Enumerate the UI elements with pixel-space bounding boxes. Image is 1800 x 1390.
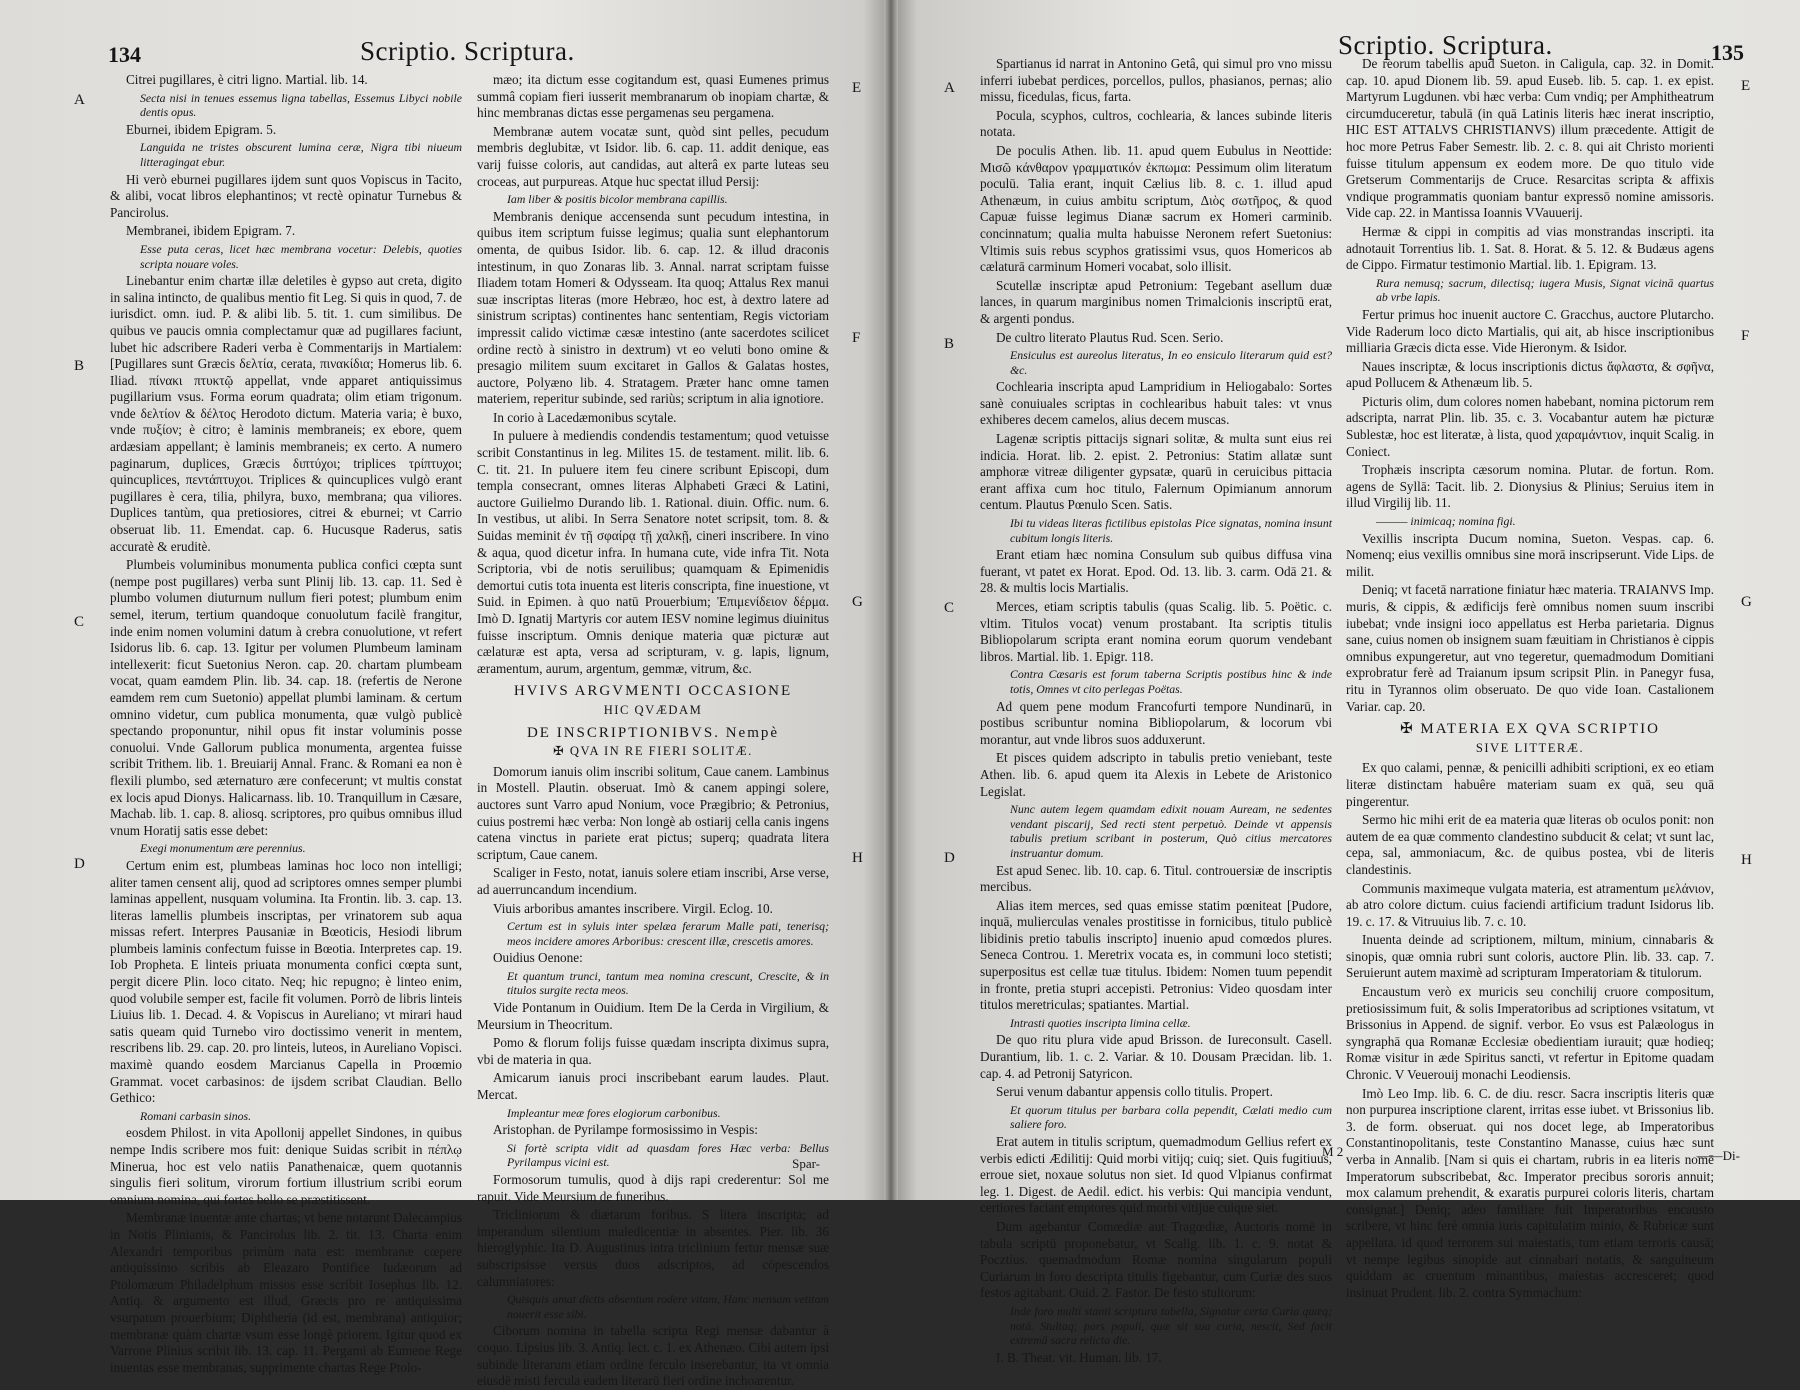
margin-letter-f: F: [852, 330, 861, 346]
verse-quotation: Exegi monumentum ære perennius.: [140, 841, 306, 856]
body-paragraph: Domorum ianuis olim inscribi solitum, Caue canem. Lambinus in Mostell. Plautin. obseruat. Imò & canem appingi solere, auctores sunt Varro apud Nonium, voce Prægibrio; & Petronius, cuius postremi hæc verba: Non longè ab ostiarij cella canis ingens catena vinctus in pariete erat pictus; superq; quadrata litera scriptum, Caue canem.: [477, 763, 829, 862]
right-page: [890, 0, 1800, 1365]
body-paragraph: Inuenta deinde ad scriptionem, miltum, minium, cinnabaris & sinopis, quæ omnia rubri sunt coloris, auctore Plin. lib. 33. cap. 7. Seruierunt autem maximè ad scripturam Imperatoriam & titulorum.: [1346, 932, 1714, 981]
verse-quotation: Ensiculus est aureolus literatus, In eo ensiculo literarum quid est? &c.: [1010, 348, 1332, 377]
body-paragraph: Serui venum dabantur appensis collo titulis. Propert.: [996, 1084, 1273, 1100]
section-subheading: ✠ QVA IN RE FIERI SOLITÆ.: [553, 744, 753, 759]
right-catchword: ——Di-: [1696, 1148, 1740, 1163]
body-paragraph: Merces, etiam scriptis tabulis (quas Scalig. lib. 5. Poëtic. c. vltim. Titulos vocat) venum prostabant. Ita scriptis titulis Bibliopolarum scripta erant nomina eorum quorum vendebant libros. Martial. lib. 1. Epigr. 118.: [980, 599, 1332, 664]
margin-letter-b: B: [74, 358, 85, 374]
body-paragraph: Membranæ autem vocatæ sunt, quòd sint pelles, pecudum membris deglubitæ, vt Isidor. lib. 6. cap. 11. addit denique, eas varij fuisse coloris, aut candidas, aut alterâ ex parte luteas seu croceas, aut purpureas. Atque huc spectat illud Persij:: [477, 123, 829, 189]
margin-letter-h: H: [852, 850, 863, 866]
verse-quotation: ——— inimicaq; nomina figi.: [1376, 514, 1516, 529]
body-paragraph: Communis maximeque vulgata materia, est atramentum μελάνιον, ab atro colore dictum. cuius faciendi artificium tradunt Isidorus lib. 19. c. 17. & Vitruuius lib. 7. c. 10.: [1346, 880, 1714, 929]
verse-quotation: Esse puta ceras, licet hæc membrana vocetur: Delebis, quoties scripta nouare voles.: [140, 241, 462, 271]
body-paragraph: Viuis arboribus amantes inscribere. Virgil. Eclog. 10.: [493, 900, 773, 916]
right-running-header: Scriptio. Scriptura.: [1338, 30, 1553, 60]
body-paragraph: Ciborum nomina in tabella scripta Regi mensæ dabantur à coquo. Lipsius lib. 3. Antiq. lect. c. 1. ex Athenæo. Cibi autem ipsi subinde literarum etiam ordine ferculo inserebantur, ita vt omnia eiusdē misti fercula eadem literarū fieri ordine inchoarentur.: [477, 1323, 829, 1389]
body-paragraph: Hermæ & cippi in compitis ad vias monstrandas inscripti. ita adnotauit Torrentius lib. 1. Sat. 8. Horat. & 5. 12. & Budæus agens de Cippo. Firmatur testimonio Martial. lib. 1. Epigram. 13.: [1346, 223, 1714, 273]
body-paragraph: I. B. Theat. vit. Human. lib. 17.: [996, 1349, 1162, 1365]
body-paragraph: Ex quo calami, pennæ, & penicilli adhibiti scriptioni, ex eo etiam literæ distinctam habuêre materiam suam ex quā, seu quā pingerentur.: [1346, 760, 1714, 809]
book-gutter: [884, 0, 898, 1200]
body-paragraph: Lagenæ scriptis pittacijs signari solitæ, & multa sunt eius rei indicia. Horat. lib. 2. epist. 2. Petronius: Statim allatæ sunt amphoræ vitreæ diligenter gypsatæ, quarū in ceruicibus pittacia erant affixa cum hoc titulo, Falernum Opimianum annorum centum. Plautus Pœnulo Scen. Satis.: [980, 431, 1332, 513]
body-paragraph: Encaustum verò ex muricis seu conchilij cruore compositum, pretiosissimum fuit, & solis Imperatoribus ad scriptiones vsitatum, vt Brissonius in Append. de signif. verbor. Eo vsus est Palæologus in syngraphā qua Romanæ Ecclesiæ obedientiam iurauit; quæ hodieq; Romæ visitur in æde Spiritus sancti, vt refertur in Epitome quadam Chronic. V Veuerouij monachi Leodiensis.: [1346, 984, 1714, 1083]
body-paragraph: Cochlearia inscripta apud Lampridium in Heliogabalo: Sortes sanè conuiuales scriptas in cochlearibus habuit tales: vt vnus exhiberes decem camelos, alius decem muscas.: [980, 379, 1332, 428]
body-paragraph: De poculis Athen. lib. 11. apud quem Eubulus in Neottide: Μισῶ κάνθαρον γραμματικόν ἐκπωμα: Pessimum olim literatum poculū. Talia erant, inquit Cælius lib. 8. c. 1. illud apud Athenæum, in cuius ambitu scriptum, Διὸς σωτῆρος, & quod Capuæ fuisse legimus Dianæ sacrum ex Homeri carminib. concinnatum; qualia multa habuisse Neronem refert Suetonius: Vltimis suis rebus scyphos gratissimi vsus, quos Homericos ab cælaturā carminum Homeri vocabat, solo illisit.: [980, 142, 1332, 275]
left-column-2: [477, 72, 829, 1389]
body-paragraph: Imò Leo Imp. lib. 6. C. de diu. rescr. Sacra inscriptis literis quæ non purpurea inscriptione clarent, irritas esse iubet. vt Brissonius lib. 3. de form. obseruat. qui nos docet lege, ab Imperatoribus Constantinopolitanis, teste Constantino Manasse, cuius hæc sunt verba in Annalib. [Nam si quis ei chartam, rubris in ea literis nomē Imperatorum subscribebat, &c. Imperator precibus sororis annuit; mox calamum prehendit, & exaratis purpurei coloris literis, chartam consignat.] Deniq; adeo familiare fuit Imperatoribus encausto scribere, vt hinc ferè omnia iuris capitulatim minio, & Rubricæ sunt appellata. id quod terrorem sui maiestatis, tum etiam terroris causā; vt nempe legibus sinopide aut cinnabari notatis, & sanguineum quiddam ac cruentum minantibus, maiestas accresceret; quod insinuat Prudent. lib. 2. contra Symmachum:: [1346, 1085, 1714, 1300]
verse-quotation: Iam liber & positis bicolor membrana capillis.: [507, 192, 728, 207]
body-paragraph: Trophæis inscripta cæsorum nomina. Plutar. de fortun. Rom. agens de Syllā: Tacit. lib. 2. Dionysius & Plinius; Seruius item in illud Virgilij lib. 11.: [1346, 462, 1714, 511]
body-paragraph: In corio à Lacedæmonibus scytale.: [493, 409, 677, 425]
verse-quotation: Certum est in syluis inter spelæa ferarum Malle pati, tenerisq; meos incidere amores Arboribus: crescent illæ, crescetis amores.: [507, 919, 829, 948]
verse-quotation: Intrasti quoties inscripta limina cellæ.: [1010, 1015, 1191, 1030]
margin-letter-h: H: [1741, 852, 1752, 868]
body-paragraph: Membranæ inuentæ ante chartas; vt bene notarunt Dalecampius in Notis Plinianis, & Pancirolus lib. 2. tit. 13. Charta enim Alexandri temporibus primùm nata est: membranæ cœpere antiquissimo scribis ab Eleazaro Pontifice Iudæorum ad Ptolomæum Philadelphum missos esse scribit Iosephus lib. 12. Antiq. & argumento est illud, Græcis pro re antiquissima vsurpatum prouerbium; Diphtheria (id est, membrana) antiquior; membranæ quàm chartæ vsum esse longè priorem. Igitur quod ex Varrone Plinius scribit lib. 13. cap. 11. Pergami ab Eumene Rege inuentas esse membranas, supprimente chartas Rege Ptolo-: [110, 1210, 462, 1375]
verse-quotation: Nunc autem legem quamdam edixit nouam Auream, ne sedentes vendant piscarij, Sed recti stent perpetuò. Deinde vt appensis tabulis pretium scribant in posterum, Quò citius mercatores instruantur domum.: [1010, 802, 1332, 860]
body-paragraph: Plumbeis voluminibus monumenta publica confici cœpta sunt (nempe post pugillares) verba sunt Plinij lib. 13. cap. 11. Sed è plumbo volumen diuturnum nullum fieri potest; plumbum enim semel, iterum, tertium quandoque conuolutum facilè frangitur, inde enim nomen volumini datum à crebra conuolutione, vt refert Isidorus lib. 6. cap. 13. Igitur per volumen Plumbeum laminam intellexerit: ficut Suetonius Neron. cap. 20. chartam plumbeam vocat, quam eamdem Plin. lib. 34. cap. 18. (refertis de Nerone eamdem rem cum Suetonio) appellat plumbi laminam. & certum omnino videtur, cum publica monumenta, quæ vulgò publicè spectando proponuntur, nihil opus fit instar voluminis posse conuolui. Vnde Gallorum publica monumenta, argentea fuisse scribit Trithem. lib. 1. Breuiarij Annal. Franc. & Romani ea non è flexili plumbo, sed æternaturo ære confecerunt; vt multis constat ex locis apud Dionys. Halicarnass. lib. 10. Tranquillum in Cæsare, Machab. lib. 1. cap. 8. aliosq. scriptores, pro quibus omnibus illud vnum Horatij satis esse debet:: [110, 557, 462, 838]
body-paragraph: In puluere à mediendis condendis testamentum; quod vetuisse scribit Constantinus in leg. Milites 15. de testament. milit. lib. 6. C. tit. 21. In puluere item feu cinere scribunt Episcopi, dum templa consecrant, omnes literas Alphabeti Græci & Latini, auctore Guilielmo Durando lib. 1. Rational. diuin. Offic. num. 6. In vestibus, ut alibi. In Serra Senatore notet scripsit, tom. 8. & Suidas meminit ἐν τῇ σφαίρᾳ τῇ χαλκῇ, cineri inscribere. In vino & aqua, quod dicetur infra. In humana cute, vide infra Tit. Nota Scriptoria, vbi de notis seruilibus; quamquam & Epimenidis demortui cutis tota inuenta est literis conscripta, fine inuestione, vt Suid. in Epimen. à quo natū Prouerbium; Ἐπιμενίδειον δέρμα. Imò D. Ignatij Martyris cor autem IESV nomine legimus diuinitus fuisse inscriptum. Omnis denique materia quæ picturæ aut cælaturæ est apta, versa ad scripturam, v. g. lapis, lignum, æramentum, aurum, argentum, gemmæ, vitrum, &c.: [477, 428, 829, 676]
body-paragraph: Membranis denique accensenda sunt pecudum intestina, in quibus item scriptum fuisse legimus; qualia sunt elephantorum omenta, de quibus Isidor. lib. 6. cap. 12. & illud draconis intestinum, in quo Zonaras lib. 3. Annal. narrat scriptam fuisse Iliadem totam Homeri & Odysseam. Ita quoq; Attalus Rex manui suæ inscriptas literas (more Hebræo, hoc est, à dextro latere ad sinistrum scriptas) continentes hanc sententiam, Regis victoriam impressit calido victimæ cæsæ intestino (ante sacerdotes scilicet ordine rectò à sinistro in dextrum) vt eo veluti bono omine & presagio militem suum excitaret in Gallos & Galatas hostes, auctore, Polyæno lib. 4. Stratagem. Præter hanc omne tamen materiem, reperitur subinde, sed rariùs; scriptum in alia ignotiore.: [477, 208, 829, 407]
body-paragraph: Erant etiam hæc nomina Consulum sub quibus diffusa vina fuerant, vt patet ex Horat. Epod. Od. 13. lib. 3. carm. Odā 21. & 28. & multis locis Martialis.: [980, 547, 1332, 596]
body-paragraph: Et pisces quidem adscripto in tabulis pretio veniebant, teste Athen. lib. 6. apud quem ita Alexis in Lebete de Aristonico Legislat.: [980, 750, 1332, 799]
right-column-2: [1346, 56, 1714, 1300]
verse-quotation: Si fortè scripta vidit ad quasdam fores Hæc verba: Bellus Pyrilampus vicini est.: [507, 1140, 829, 1170]
body-paragraph: De reorum tabellis apud Sueton. in Caligula, cap. 32. in Domit. cap. 10. apud Dionem lib. 59. apud Euseb. lib. 5. cap. 1. ex epist. Martyrum Lugdunen. vbi hæc verba: Cum vndiq; per Amphitheatrum circumduceretur, tabulā (in quā Latinis literis hæc inerat inscriptio, HIC EST ATTALVS CHRISTIANVS) illum præcedente. Attigit de hoc more Petrus Faber Semestr. lib. 2. c. 8. qui ait Christo morienti fuisse titulum appensum ex eodem more. De quo titulo vide Gretserum Commentarijs de Cruce. Resarcitas scripta & affixis vndique programmatis quoniam bantur expressō nomine amissoris. Vide cap. 22. in Mantissa Ioannis VVauuerij.: [1346, 56, 1714, 221]
body-paragraph: mæo; ita dictum esse cogitandum est, quasi Eumenes primus summâ copiam fieri iusserit membranarum ob inopiam chartæ, & hinc membranas dictas esse pergamenas seu pergamena.: [477, 72, 829, 121]
margin-letter-d: D: [74, 856, 85, 872]
body-paragraph: Naues inscriptæ, & locus inscriptionis dictus ἄφλαστα, & σφῆνα, apud Pollucem & Athenæum lib. 5.: [1346, 358, 1714, 391]
body-paragraph: Pomo & florum folijs fuisse quædam inscripta diximus supra, vbi de materia in qua.: [477, 1035, 829, 1067]
body-paragraph: Alias item merces, sed quas emisse statim pœniteat [Pudore, inquā, mulierculas venales prostitisse in fornicibus, titulo publicè libidinis pretio tabulis inscripto] inuenio apud comœdos plures. Seneca Controu. 1. Meretrix vocata es, in communi loco stetisti; superpositus est cellæ tuæ titulus. Ibidem: Nomen tuum pependit in fronte, pretia stupri accepisti. Petronius: Video quosdam inter titulos meretriculas; spatiantes. Martial.: [980, 897, 1332, 1013]
body-paragraph: Scaliger in Festo, notat, ianuis solere etiam inscribi, Arse verse, ad auerruncandum incendium.: [477, 865, 829, 897]
body-paragraph: Membranei, ibidem Epigram. 7.: [126, 223, 296, 239]
body-paragraph: Sermo hic mihi erit de ea materia quæ literas ob oculos ponit: non autem de ea quæ commento clandestino subducit & celat; vt sunt lac, cepa, sal, ammoniacum, &c. de quibus postea, vbi de literis clandestinis.: [1346, 812, 1714, 877]
right-column-1: [980, 56, 1332, 1365]
verse-quotation: Impleantur meæ fores elogiorum carbonibus.: [507, 1105, 721, 1120]
body-paragraph: De cultro literato Plautus Rud. Scen. Serio.: [996, 329, 1224, 345]
margin-letter-a: A: [74, 92, 85, 108]
body-paragraph: Tricliniorum & diætarum foribus. S litera inscripta; ad imperandum silentium maledicentiæ in absentes. Pier. lib. 36 hieroglyphic. Ita D. Augustinus intra triclinium fertur mensæ suæ subscripsisse versus duos adscriptos, ad cōpescendos calumniatores:: [477, 1207, 829, 1289]
body-paragraph: Eburnei, ibidem Epigram. 5.: [126, 121, 277, 137]
body-paragraph: Spartianus id narrat in Antonino Getâ, qui simul pro vno missu inferri iubebat perdices, porcellos, pullos, phasianos, pernas; alio missu, ficedulas, ficus, farta.: [980, 56, 1332, 105]
verse-quotation: Et quantum trunci, tantum mea nomina crescunt, Crescite, & in titulos surgite recta meos.: [507, 968, 829, 998]
left-catchword: Spar-: [792, 1156, 820, 1171]
left-running-header: Scriptio. Scriptura.: [360, 36, 575, 66]
body-paragraph: Citrei pugillares, è citri ligno. Martial. lib. 14.: [126, 72, 368, 87]
margin-letter-d: D: [944, 850, 955, 866]
body-paragraph: eosdem Philost. in vita Apollonij appellet Sindones, in quibus nempe Indis scribere mos fuit: denique Suidas scribit in πέπλῳ Minerua, hoc est velo natiis Panathenaicæ, quem quotannis singulis fieri solitum, virorum fortium illustrium scribi eorum omnium nomina, qui fortes bello se præstitissent.: [110, 1125, 462, 1207]
body-paragraph: Vexillis inscripta Ducum nomina, Sueton. Vespas. cap. 6. Nomenq; eius vexillis omnibus sine morā inscripserunt. Vide Lips. de milit.: [1346, 530, 1714, 579]
margin-letter-f: F: [1741, 328, 1750, 344]
body-paragraph: Certum enim est, plumbeas laminas hoc loco non intelligi; aliter tamen censent alij, quod ad scriptores omnes semper plumbi laminas appellent, nusquam volumina. Ita Frontin. lib. 3. cap. 13. literas lamellis plumbeis inscriptas, per vrinatorem sub aqua missas refert. Interpres Pausaniæ in Bœoticis, Hesiodi librum plumbeis laminis confectum fuisse in Bœotia. Interpretes cap. 19. Iob Propheta. E linteis priuata monumenta confici cœpta sunt, pergit dicere Plin. loco citato. Neq; hic repugno; è linteo enim, quod volubile semper est, facile fit volumen. Porrò de libris linteis Liuius lib. 1. Decad. 4. & Vopiscus in Aureliano; vt mirari haud satis queam quid Turnebo viro doctissimo venerit in mentem, rescribens lib. 29. cap. 20. pro linteis, luteos, in Aureliano Vopisci. maximè quando eosdem Marcianus Capella in Proœmio Grammat. vocet carbasinos: de ijsdem scribat Claudian. Bello Gethico:: [110, 857, 462, 1106]
margin-letter-c: C: [944, 600, 955, 616]
body-paragraph: Vide Pontanum in Ouidium. Item De la Cerda in Virgilium, & Meursium in Theocritum.: [477, 1000, 829, 1032]
verse-quotation: Inde foro multi stanti scriptura tabella, Signatur certa Curia quæq; notā. Stultaq; pars populi, quæ sit sua curia, nescit, Sed facit extremā sacra relicta die.: [1010, 1303, 1332, 1348]
body-paragraph: Amicarum ianuis proci inscribebant earum laudes. Plaut. Mercat.: [477, 1070, 829, 1103]
section-heading: DE INSCRIPTIONIBVS. Nempè: [526, 724, 780, 741]
body-paragraph: De quo ritu plura vide apud Brisson. de Iureconsult. Casell. Durantium, lib. 1. c. 2. Variar. & 10. Dousam Præcidan. lib. 1. cap. 4. ad Petronij Satyricon.: [980, 1032, 1332, 1081]
verse-quotation: Et quorum titulus per barbara colla pependit, Cælati medio cum saliere foro.: [1010, 1102, 1332, 1132]
body-paragraph: Dum agebantur Comœdiæ aut Tragœdiæ, Auctoris nomē in tabula scriptū proponebatur, vt Scalig. lib. 1. c. 9. notat & Pocztius. quemadmodum Romæ nomina singularum populi Curiarum in foro descripta titulis figebantur, cum Curiæ des suos festos agitabant. Ouid. 2. Fastor. De festo stultorum:: [980, 1218, 1332, 1301]
signature-mark: M 2: [1322, 1144, 1344, 1159]
verse-quotation: Secta nisi in tenues essemus ligna tabellas, Essemus Libyci nobile dentis opus.: [140, 90, 462, 120]
left-page-number: 134: [108, 42, 141, 67]
section-subheading: SIVE LITTERÆ.: [1475, 740, 1585, 755]
margin-letter-b: B: [944, 336, 955, 352]
right-page-number: 135: [1711, 40, 1744, 65]
body-paragraph: Formosorum tumulis, quod à dijs rapi crederentur: Sol me rapuit. Vide Meursium de funeribus.: [477, 1172, 829, 1204]
section-heading: ✠ MATERIA EX QVA SCRIPTIO: [1400, 721, 1660, 738]
body-paragraph: Hi verò eburnei pugillares ijdem sunt quos Vopiscus in Tacito, & alibi, vocat libros elephantinos; vt rectè opinatur Turnebus & Pancirolus.: [110, 171, 462, 220]
left-page: [0, 0, 890, 1389]
body-paragraph: Linebantur enim chartæ illæ deletiles è gypso aut creta, digito in salina intincto, de qualibus mentio fit Leg. Si quis in quod, 7. de iurisdict. omn. iud. P. & alibi lib. 5. tit. 1. cum similibus. De quibus ve paucis omnia complectamur quæ ad pugillares faciunt, lubet hic adscribere Raderi verba è Commentarijs in Martialem: [Pugillares sunt Græcis δελτία, cerata, πινακίδια; Homerus lib. 6. Iliad. πίνακι πτυκτῷ appellat, vnde apparet antiquissimus pugillarium vsus. Forma eorum quadrata; olim etiam trigonum. vnde δελτίον & δέλτος Herodoto dictum. Materia varia; è buxo, vnde πυξίον; è citro; è laminis membraneis; ex ebore, quem ardæsiam appellant; è laminis membraneis; ex certo. A numero paginarum, duplices, Græcis διπτύχοι; triplices τρίπτυχοι; quincuplices, πεντάπτυχοι. Triplices & quincuplices vulgò erant pugillares è cera, tilia, philyra, buxo, membrana; qua viliores. Duplices tantùm, qua pretiosiores, citrei & eburnei; vt Carrio obseruat lib. 11. Emendat. cap. 6. Hucusque Raderus, satis accuratè & eruditè.: [110, 273, 462, 554]
verse-quotation: Rura nemusq; sacrum, dilectisq; iugera Musis, Signat vicinā quartus ab vrbe lapis.: [1376, 275, 1714, 305]
verse-quotation: Quisquis amat dictis absentum rodere vitam, Hanc mensam vetitam nouerit esse sibi.: [507, 1292, 829, 1321]
body-paragraph: Ad quem pene modum Francofurti tempore Nundinarū, in postibus scribuntur nomina Bibliopolarum, & locorum vbi morantur, aut vnde libros suos adduxerunt.: [980, 698, 1332, 747]
margin-letter-g: G: [852, 594, 863, 610]
verse-quotation: Ibi tu videas literas fictilibus epistolas Pice signatas, nomina insunt cubitum longis literis.: [1010, 516, 1332, 545]
body-paragraph: Est apud Senec. lib. 10. cap. 6. Titul. controuersiæ de inscriptis mercibus.: [980, 862, 1332, 895]
body-paragraph: Ouidius Oenone:: [493, 950, 583, 966]
body-paragraph: Erat autem in titulis scriptum, quemadmodum Gellius refert ex verbis edicti Ædilitij: Quid morbi vitijq; cuiq; siet. Quis fugitiuus, erroue siet, noxaue solutus non siet. Id quod Vlpianus confirmat leg. 1. Digest. de Aedil. edict. his verbis: Qui mancipia vendunt, certiores faciant emptores quid morbi vitijue cuique siet.: [980, 1134, 1332, 1216]
verse-quotation: Romani carbasin sinos.: [140, 1108, 252, 1123]
body-paragraph: Pocula, scyphos, cultros, cochlearia, & lances subinde literis notata.: [980, 107, 1332, 140]
verse-quotation: Languida ne tristes obscurent lumina ceræ, Nigra tibi niueum litteragingat ebur.: [140, 140, 462, 169]
verse-quotation: Contra Cæsaris est forum taberna Scriptis postibus hinc & inde totis, Omnes vt cito perlegas Poëtas.: [1010, 667, 1332, 696]
section-subheading: HIC QVÆDAM: [603, 702, 703, 717]
margin-letter-e: E: [1741, 78, 1751, 94]
margin-letter-c: C: [74, 614, 85, 630]
body-paragraph: Aristophan. de Pyrilampe formosissimo in Vespis:: [493, 1122, 758, 1138]
margin-letter-e: E: [852, 80, 862, 96]
margin-letter-a: A: [944, 80, 955, 96]
body-paragraph: Scutellæ inscriptæ apud Petronium: Tegebant asellum duæ lances, in quarum marginibus nomen Trimalcionis inscriptū erat, & argenti pondus.: [980, 277, 1332, 326]
left-column-1: [110, 72, 462, 1375]
body-paragraph: Picturis olim, dum colores nomen habebant, nomina pictorum rem adscripta, narrat Plin. lib. 35. c. 3. Vocabantur autem hæ picturæ Sublestæ, hoc est literatæ, à lista, quod χαραμάντιον, inquit Scalig. in Coniect.: [1346, 393, 1714, 459]
body-paragraph: Fertur primus hoc inuenit auctore C. Gracchus, auctore Plutarcho. Vide Raderum loco dicto Martialis, qui ait, ab hisce inscriptionibus milliaria Græcis dicta esse. Vide Hieronym. & Isidor.: [1346, 306, 1714, 356]
margin-letter-g: G: [1741, 594, 1752, 610]
body-paragraph: Deniq; vt facetā narratione finiatur hæc materia. TRAIANVS Imp. muris, & cippis, & ædificijs ferè omnibus nomen suum inscribi iubebat; vnde insigni ioco appellatus est Herba parietaria. Dignus sane, cuius nomen ob insignem suam fæuitiam in Christianos è cippis omnibus expungeretur, aut vno tegeretur, quemadmodum Domitiani exprobratur ferè ad Traianum ipsum scripsit Plin. in Panegyr fusa, ritu in Tyrannos olim obseruato. De quo vide Ioan. Castalionem Variar. cap. 20.: [1346, 582, 1714, 714]
section-heading: HVIVS ARGVMENTI OCCASIONE: [513, 683, 793, 700]
